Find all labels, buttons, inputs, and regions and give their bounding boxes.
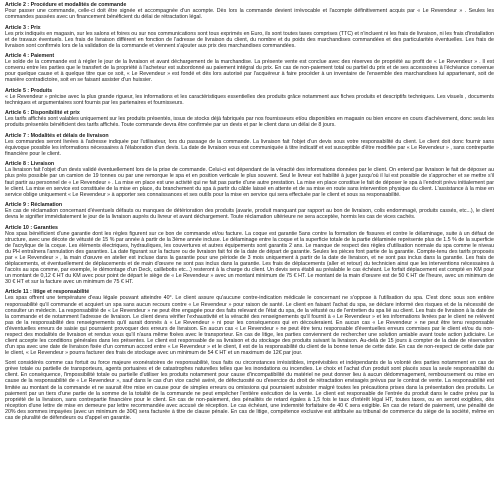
article-body: En cas de réclamation concernant d'éventuels défauts ou manques de détérioration des produits (avarie, produit manquant par rapport au bon de livraison, colis endommagé, produits cassés, etc...), le client devra le signifier immédiatement le jour de la livraison auprès du livreur et avant déchargement. Toute réclamation ultérieure ne sera acceptée, hormis les cas de vices cachés. bbox=[5, 208, 494, 221]
article-title: Article 2 : Procédure et modalités de commande bbox=[5, 2, 127, 8]
article-body: La livraison fait l'objet d'un devis validé éventuellement lors de la prise de commande. Celui-ci est dépendant de la véracité des informations données par le client. On entend par livraison le fait de déposer au plus près possible par un camion de 19 tonnes ou par une remorque le spa et en position verticale le plus souvent. Seul le livreur est habilité à juger jusqu'où il lui est possible de s'approcher et se mettre s'il faut partir au personnel de « Le Revendeur » . La mise en place est une activité qui ne fait pas partie d'une autre prestation. La mise en place constitue le fait de déposer le spa à l'endroit prévu initialement par le client. La mise en service est constituée de la mise en place, du branchement du spa à partir du câble laissé en attente et de sa mise en route sans intervention physique du client. L'assistance à la mise en service oblige uniquement « Le Revendeur » à apporter ses connaissances et ses outils pour la mise en service qui sera effectuée par le client et sous sa responsabilité. bbox=[5, 167, 494, 198]
article-title: Article 8 : Livraison bbox=[5, 161, 55, 168]
article-body: Les tarifs affichés sont valables uniquement sur les produits présentés, issus de stocks déjà fabriqués par nos fournisseurs et/ou disponibles en magasin ou bien encore en cours d'achèvement, donc seuls les produits présentés bénéficient des tarifs affichés. Toute commande devra être confirmée par un devis et par le client dans un délai de 8 jours. bbox=[5, 116, 494, 129]
article-body: Pour passer une commande, celle-ci doit être signée et accompagnée d'un acompte. Dès lors la commande devient irrévocable et l'acompte définitivement acquis par « Le Revendeur » . Seules les commandes passées avec un financement bénéficient du délai de rétractation légal. bbox=[5, 8, 494, 21]
article-11-continued bbox=[5, 360, 494, 420]
article-title: Article 9 : Réclamation bbox=[5, 202, 63, 209]
article-10 bbox=[5, 225, 494, 285]
article-5 bbox=[5, 88, 494, 106]
article-title: Article 3 : Prix bbox=[5, 24, 41, 31]
article-9 bbox=[5, 202, 494, 220]
article-body: « Le Revendeur » précise avec la plus grande rigueur, les informations et les caractéristiques essentielles des produits grâce notamment aux fiches produits et descriptifs techniques. Les visuels , documents techniques et argumentaires sont fournis par les partenaires et fournisseurs. bbox=[5, 93, 494, 106]
article-body: Les commandes seront livrées à l'adresse indiquée par l'utilisateur, lors du passage de la commande. La livraison fait l'objet d'un devis sous votre responsabilité du client. Le client doit donc fournir sans équivoque possible les informations nécessaires à l'élaboration d'un devis. La date de livraison vous est communiquée à titre indicatif et est susceptible d'être modifiée par « Le Revendeur » , sans contrepartie financière pour le client. bbox=[5, 138, 494, 157]
article-body: Le solde de la commande est à régler le jour de la livraison et avant déchargement de la marchandise. La présente vente est conclue avec des réserves de propriété au profit de « Le Revendeur » . Il est convenu entre les parties que le transfert de la propriété à l'acheteur est subordonné au paiement intégral du prix. En cas de non-paiement total ou partiel du prix et de ses accessoires à l'échéance convenue pour quelque cause et à quelque titre que ce soit, « Le Revendeur » est fondé et dès lors autorisé par l'acquéreur à faire procéder à un inventaire de l'ensemble des marchandises lui appartenant, soit de manière contradictoire, soit en se faisant assister d'un huissier. bbox=[5, 59, 494, 84]
article-body: Sont considérés comme cas fortuit ou force majeure exonératoires de responsabilité, tous faits ou circonstances irrésistibles, imprévisibles et indépendants de la volonté des parties notamment en cas de grève totale ou partielle de transporteurs, agents portuaires et de catastrophes naturelles telles que les inondations ou incendies. Le choix et l'achat d'un produit sont placés sous la seule responsabilité du client. En conséquence, l'impossibilité totale ou partielle d'utiliser les produits notamment pour cause d'incompatibilité du matériel ne peut donner lieu à aucun dédommagement, remboursement ou mise en cause de la responsabilité de « Le Revendeur », sauf dans le cas d'un vice caché avéré, de défectuosité ou d'exercice du droit de rétractation envisagés prévus par le contrat de vente. La responsabilité est limitée au montant de la commande et ne saurait être mise en cause pour de simples erreurs ou omissions qui pourraient subsister malgré toutes les précautions prises dans la présentation des produits. Le paiement par un tiers d'une partie de la somme de la totalité de la commande ne peut empêcher l'entière exécution de la vente. Le client est responsable de l'entrée du produit dans le cadre prévu par la propriété de la livraison, sans contrepartie financière pour le client. En cas de non-paiement, des pénalités de retard égales à 1,5 fois le taux d'intérêt légal HT, toutes taxes, ou en seront exigibles, dès réception d'une lettre de mise en demeure par lettre recommandée avec accusé de réception. Le cas échéant, une indemnité forfaitaire de 40 € sera exigible. En cas de retard de paiement, une pénalité de 20% des sommes impayées (avec un minimum de 30€) sera facturée à titre de clause pénale. En cas de litige, compétence exclusive est attribuée au tribunal de commerce du siège de la société, même en cas de pluralité de défendeurs ou d'appel en garantie. bbox=[5, 360, 494, 421]
article-title: Article 5 : Produits bbox=[5, 87, 53, 94]
article-body: Nos spas bénéficient d'une garantie dont les règles figurent sur ce bon de commande et/ou facture. La coque est garantie 5ans contre la formation de fissures et contre le délaminage, suite à un défaut de structure, avec une décote de vétusté de 15 % par année à partir de la 3ème année incluse. Le délaminage entre la coque et la superficie totale de la partie délaminée représente plus de 1.5 % de la superficie de l'acrylique de la coque. Les éléments électriques, hydrauliques, les couvertures et autres équipements sont garantis 2 ans. Le manque de respect des règles d'utilisation normale du spa comme le niveau du PH entraînera l'annulation des garanties. La date figurant sur la facture ou de livraison fait foi de la date de départ de garantie. Seules les pièces font partie de la garantie. Compte-tenu des tarifs proposés par « Le Revendeur » , la main d'œuvre en atelier est incluse dans la garantie pour une période de 3 mois uniquement à partir de la date de livraison, et ne sont pas inclus dans la garantie. Les frais de déplacements, et éventuellement de déplacements et de main d'œuvre ne sont pas inclus dans la garantie. Les frais de déplacements (aller et retour) du technicien ainsi que les interventions nécessaires à l'accès au spa comme, par exemple, le démontage d'un Deck, caillebotis etc...) resteront à la charge du client. Un devis sera établi au préalable le cas échéant. Le forfait déplacement est compté en KM pour un montant de 0,12 € HT du KM avec pour point de départ le siège de « Le Revendeur » avec un montant minimum de 75 € HT. Le montant de la main d'œuvre est de 50 € HT de l'heure, avec un minimum de 30 € HT et sur la facture avec un minimum de 75 € HT. bbox=[5, 230, 494, 285]
article-4 bbox=[5, 53, 494, 83]
article-8 bbox=[5, 161, 494, 197]
article-title: Article 11 : litige et responsabilité bbox=[5, 289, 90, 296]
article-7 bbox=[5, 133, 494, 157]
article-title: Article 6 : Disponibilité et prix bbox=[5, 110, 80, 117]
article-2 bbox=[5, 2, 494, 20]
article-body: Les spas offrent une température d'eau légale pouvant atteindre 40°. Le client assure qu'aucune contre-indication médicale le concernant ne s'oppose à l'utilisation du spa. C'est donc sous son entière responsabilité qu'il commande et acquiert un spa sans aucun recours contre « Le Revendeur » pour raison de santé. Le client en faisant l'achat du spa, se déclare informé des risques et de la nécessité de consulter un médecin. La responsabilité de « Le Revendeur » ne peut être engagée pour des faits relevant de l'état du spa, de la vétusté ou de l'entretien du spa lié au client. Les frais de livraison à la date de la commande et de notamment l'adresse de livraison. Le client devra vérifier l'exhaustivité et la véracité des renseignements qu'il fournit à « Le Revendeur » et les informations livrées par le client ne relèvent pas de la responsabilité des renseignements qu'il aurait donnés à « Le Revendeur » ni pour les conséquences qui en découleraient. En aucun cas « Le Revendeur » ne peut être tenu responsable d'éventuelles erreurs de saisie qui pourraient provoquer des erreurs de livraison. En aucun cas « Le Revendeur » ne peut être tenu responsable d'éventuelles erreurs commises par le client et/ou du non-respect des modalités de livraison et rendus vous qu'il n'aura même fixées avec le transporteur. En cas de litige, les parties conviennent de rechercher une solution amiable avant toute action judiciaire. Le client accepte les conditions générales dans les présentes. Le client est responsable de sa livraison et du stockage des produits suivant la livraison. Au-delà de 15 jours à compter de la date de réservation d'un spa avec une date de livraison fixée d'un commun accord entre « Le Revendeur » et le client, il est de la responsabilité du client de la bonne tenue de cette date. En cas de non-respect de cette date par le client, « Le Revendeur » pourra facturer des frais de stockage avec un minimum de 54 € HT et un maximum de 12€ par jour. bbox=[5, 295, 494, 356]
article-body: Les prix indiqués en magasin, sur les salons et foires ou sur nos communications sont tous exprimés en Euro, ils sont toutes taxes comprises (TTC) et n'incluent ni les frais de livraison, ni les frais d'installation et de travaux éventuels. Les frais de livraison diffèrent en fonction de l'adresse de livraison du client, du nombre et du poids des marchandises commandées et des particularités éventuelles. Les frais de livraison sont confirmés lors de la validation de la commande et viennent s'ajouter aux prix des marchandises commandées. bbox=[5, 30, 494, 49]
article-title: Article 7 : Modalités et délais de livraison bbox=[5, 132, 109, 139]
article-title: Article 10 : Garanties bbox=[5, 224, 58, 231]
article-title: Article 4 : Paiement bbox=[5, 53, 55, 60]
article-6 bbox=[5, 110, 494, 128]
article-3 bbox=[5, 25, 494, 49]
article-11 bbox=[5, 289, 494, 356]
